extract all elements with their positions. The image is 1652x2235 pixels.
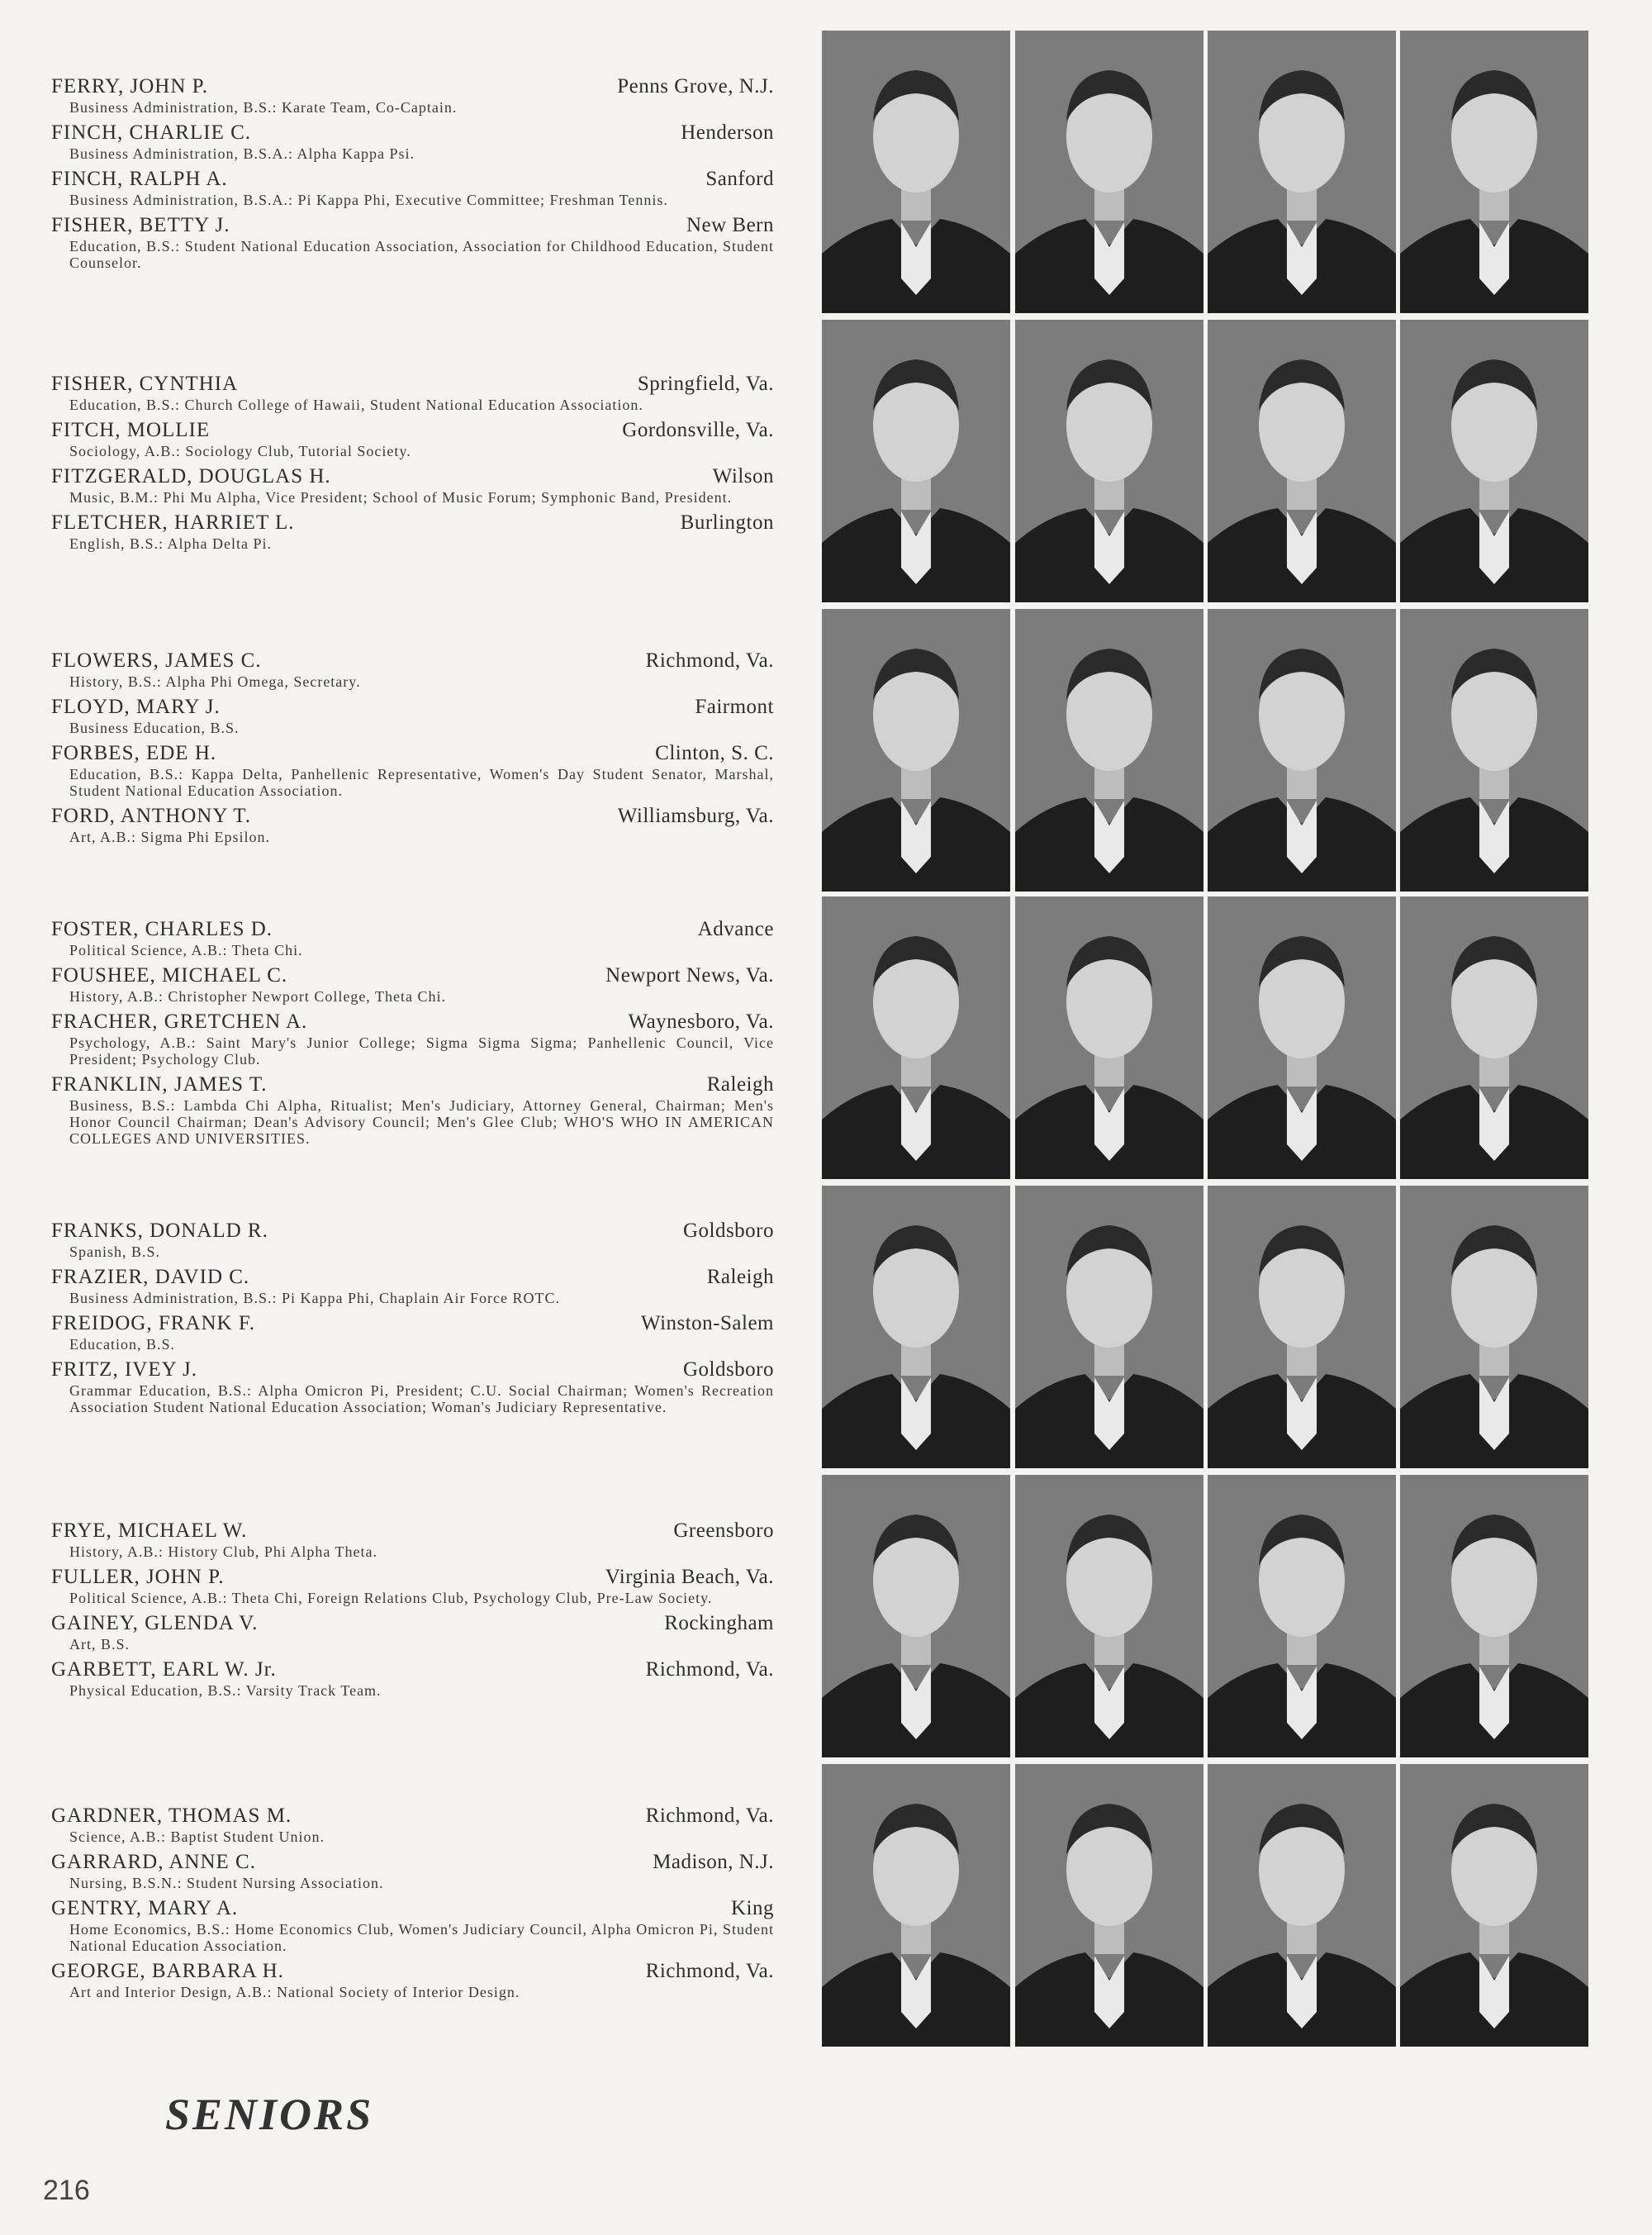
student-details: Sociology, A.B.: Sociology Club, Tutorial Society. — [69, 443, 411, 459]
student-name: GEORGE, BARBARA H. — [51, 1960, 284, 1982]
hometown: Advance — [697, 918, 774, 940]
student-details: Education, B.S.: Kappa Delta, Panhellenic Representative, Women's Day Student Senator, Marshal, Student National Education Association. — [69, 766, 774, 799]
hometown: Sanford — [705, 168, 774, 190]
portrait-grid — [822, 31, 1586, 2084]
hometown: Penns Grove, N.J. — [617, 75, 774, 97]
portrait-photo — [1208, 320, 1396, 602]
seniors-group-3 — [51, 649, 774, 850]
senior-entry — [51, 213, 774, 271]
student-details: Business Administration, B.S.: Karate Team, Co-Captain. — [69, 99, 458, 116]
hometown: Henderson — [681, 121, 774, 144]
senior-entry — [51, 917, 774, 958]
seniors-group-6 — [51, 1519, 774, 1704]
senior-entry — [51, 121, 774, 162]
senior-entry — [51, 464, 774, 506]
student-details: Music, B.M.: Phi Mu Alpha, Vice President; School of Music Forum; Symphonic Band, President. — [69, 489, 733, 506]
hometown: Goldsboro — [682, 1358, 774, 1381]
student-name: FRAZIER, DAVID C. — [51, 1266, 250, 1288]
portrait-photo — [822, 1475, 1010, 1757]
student-details: Education, B.S. — [69, 1336, 175, 1353]
senior-entry — [51, 1565, 774, 1606]
portrait-photo — [1400, 1764, 1588, 2047]
senior-entry — [51, 1010, 774, 1068]
student-details: History, A.B.: History Club, Phi Alpha Theta. — [69, 1543, 378, 1560]
portrait-photo — [822, 320, 1010, 602]
senior-entry — [51, 1896, 774, 1954]
student-details: Art, B.S. — [69, 1636, 131, 1652]
portrait-photo — [1015, 1764, 1203, 2047]
senior-entry — [51, 741, 774, 799]
senior-entry — [51, 167, 774, 208]
hometown: King — [731, 1897, 774, 1919]
hometown: Richmond, Va. — [645, 1805, 774, 1827]
senior-entry — [51, 1804, 774, 1845]
senior-entry — [51, 1265, 774, 1306]
student-details: Nursing, B.S.N.: Student Nursing Association. — [69, 1875, 384, 1891]
senior-entry — [51, 1611, 774, 1652]
student-name: FORD, ANTHONY T. — [51, 805, 251, 827]
hometown: Madison, N.J. — [653, 1851, 774, 1873]
portrait-photo — [1400, 609, 1588, 892]
portrait-photo — [1208, 896, 1396, 1179]
portrait-photo — [1400, 320, 1588, 602]
portrait-photo — [1015, 896, 1203, 1179]
student-name: FLOWERS, JAMES C. — [51, 649, 262, 672]
student-name: FORBES, EDE H. — [51, 742, 217, 764]
portrait-photo — [1208, 1186, 1396, 1468]
hometown: Winston-Salem — [640, 1312, 774, 1334]
student-details: Art and Interior Design, A.B.: National Society of Interior Design. — [69, 1984, 520, 2000]
student-details: Science, A.B.: Baptist Student Union. — [69, 1828, 325, 1845]
student-name: GENTRY, MARY A. — [51, 1897, 239, 1919]
student-details: Psychology, A.B.: Saint Mary's Junior College; Sigma Sigma Sigma; Panhellenic Council, Vice President; Psychology Club. — [69, 1034, 774, 1068]
portrait-photo — [1015, 31, 1203, 313]
student-name: FINCH, CHARLIE C. — [51, 121, 252, 144]
portrait-photo — [822, 31, 1010, 313]
portrait-photo — [1400, 1186, 1588, 1468]
student-name: GAINEY, GLENDA V. — [51, 1612, 259, 1634]
portrait-photo — [1015, 1186, 1203, 1468]
portrait-photo — [1208, 31, 1396, 313]
senior-entry — [51, 511, 774, 552]
senior-entry — [51, 1959, 774, 2000]
student-name: FRYE, MICHAEL W. — [51, 1519, 248, 1542]
student-name: FREIDOG, FRANK F. — [51, 1312, 255, 1334]
senior-entry — [51, 1358, 774, 1415]
hometown: New Bern — [686, 214, 774, 236]
seniors-group-5 — [51, 1219, 774, 1420]
seniors-group-1 — [51, 74, 774, 276]
senior-entry — [51, 804, 774, 845]
student-name: FRANKS, DONALD R. — [51, 1220, 268, 1242]
student-name: FULLER, JOHN P. — [51, 1566, 225, 1588]
student-name: FLETCHER, HARRIET L. — [51, 511, 295, 534]
portrait-photo — [1015, 320, 1203, 602]
portrait-photo — [1400, 31, 1588, 313]
student-details: Spanish, B.S. — [69, 1244, 161, 1260]
student-details: Home Economics, B.S.: Home Economics Club, Women's Judiciary Council, Alpha Omicron Pi, Student National Education Association. — [69, 1921, 774, 1954]
portrait-photo — [1400, 896, 1588, 1179]
hometown: Greensboro — [673, 1519, 774, 1542]
student-name: FITCH, MOLLIE — [51, 419, 211, 441]
hometown: Virginia Beach, Va. — [605, 1566, 774, 1588]
student-details: Education, B.S.: Church College of Hawaii, Student National Education Association. — [69, 397, 643, 413]
student-details: Political Science, A.B.: Theta Chi. — [69, 942, 303, 958]
senior-entry — [51, 1219, 774, 1260]
student-name: FITZGERALD, DOUGLAS H. — [51, 465, 331, 487]
hometown: Burlington — [680, 511, 774, 534]
hometown: Springfield, Va. — [637, 373, 774, 395]
hometown: Raleigh — [706, 1073, 774, 1096]
senior-entry — [51, 74, 774, 116]
hometown: Newport News, Va. — [605, 964, 774, 987]
portrait-photo — [822, 896, 1010, 1179]
hometown: Goldsboro — [682, 1220, 774, 1242]
seniors-group-4 — [51, 917, 774, 1152]
hometown: Richmond, Va. — [645, 649, 774, 672]
student-name: FLOYD, MARY J. — [51, 696, 221, 718]
hometown: Clinton, S. C. — [655, 742, 774, 764]
student-details: Business, B.S.: Lambda Chi Alpha, Ritualist; Men's Judiciary, Attorney General, Chairman; Men's Honor Council Chairman; Dean's Advisory Council; Men's Glee Club; WHO'S WHO IN AMERICAN COLLEGES AND UNIVERSITIES. — [69, 1097, 774, 1147]
senior-entry — [51, 649, 774, 690]
senior-entry — [51, 1072, 774, 1147]
student-details: Political Science, A.B.: Theta Chi, Foreign Relations Club, Psychology Club, Pre-Law Society. — [69, 1590, 713, 1606]
hometown: Gordonsville, Va. — [622, 419, 774, 441]
portrait-photo — [1208, 1764, 1396, 2047]
student-name: FOUSHEE, MICHAEL C. — [51, 964, 288, 987]
hometown: Richmond, Va. — [645, 1960, 774, 1982]
student-details: Education, B.S.: Student National Education Association, Association for Childhood Education, Student Counselor. — [69, 238, 774, 271]
student-name: FINCH, RALPH A. — [51, 168, 228, 190]
hometown: Rockingham — [664, 1612, 774, 1634]
student-details: Business Administration, B.S.A.: Pi Kappa Phi, Executive Committee; Freshman Tennis. — [69, 192, 668, 208]
student-details: Grammar Education, B.S.: Alpha Omicron Pi, President; C.U. Social Chairman; Women's Recreation Association Student National Education Association; Woman's Judiciary Representative. — [69, 1382, 774, 1415]
senior-entry — [51, 372, 774, 413]
student-details: Physical Education, B.S.: Varsity Track Team. — [69, 1682, 382, 1699]
section-title: SENIORS — [165, 2090, 374, 2139]
senior-entry — [51, 963, 774, 1005]
hometown: Wilson — [712, 465, 774, 487]
senior-entry — [51, 1657, 774, 1699]
student-name: FRANKLIN, JAMES T. — [51, 1073, 268, 1096]
student-name: FISHER, BETTY J. — [51, 214, 230, 236]
student-details: Art, A.B.: Sigma Phi Epsilon. — [69, 829, 271, 845]
student-name: FISHER, CYNTHIA — [51, 373, 239, 395]
student-name: FERRY, JOHN P. — [51, 75, 209, 97]
student-name: FRITZ, IVEY J. — [51, 1358, 197, 1381]
portrait-photo — [1015, 1475, 1203, 1757]
hometown: Williamsburg, Va. — [617, 805, 774, 827]
hometown: Raleigh — [706, 1266, 774, 1288]
page-number: 216 — [43, 2175, 90, 2206]
student-details: Business Administration, B.S.: Pi Kappa Phi, Chaplain Air Force ROTC. — [69, 1290, 561, 1306]
student-details: English, B.S.: Alpha Delta Pi. — [69, 535, 273, 552]
seniors-group-2 — [51, 372, 774, 557]
hometown: Richmond, Va. — [645, 1658, 774, 1681]
hometown: Fairmont — [695, 696, 774, 718]
senior-entry — [51, 1519, 774, 1560]
portrait-photo — [822, 609, 1010, 892]
student-details: Business Administration, B.S.A.: Alpha Kappa Psi. — [69, 145, 415, 162]
senior-entry — [51, 418, 774, 459]
student-name: GARDNER, THOMAS M. — [51, 1805, 292, 1827]
student-details: Business Education, B.S. — [69, 720, 240, 736]
portrait-photo — [1400, 1475, 1588, 1757]
hometown: Waynesboro, Va. — [628, 1011, 774, 1033]
student-name: GARRARD, ANNE C. — [51, 1851, 256, 1873]
senior-entry — [51, 1850, 774, 1891]
senior-entry — [51, 695, 774, 736]
senior-entry — [51, 1311, 774, 1353]
student-details: History, B.S.: Alpha Phi Omega, Secretary. — [69, 673, 361, 690]
portrait-photo — [1208, 1475, 1396, 1757]
portrait-photo — [822, 1186, 1010, 1468]
student-details: History, A.B.: Christopher Newport College, Theta Chi. — [69, 988, 446, 1005]
portrait-photo — [822, 1764, 1010, 2047]
portrait-photo — [1015, 609, 1203, 892]
student-name: FRACHER, GRETCHEN A. — [51, 1011, 308, 1033]
portrait-photo — [1208, 609, 1396, 892]
student-name: GARBETT, EARL W. Jr. — [51, 1658, 277, 1681]
seniors-group-7 — [51, 1804, 774, 2005]
student-name: FOSTER, CHARLES D. — [51, 918, 273, 940]
